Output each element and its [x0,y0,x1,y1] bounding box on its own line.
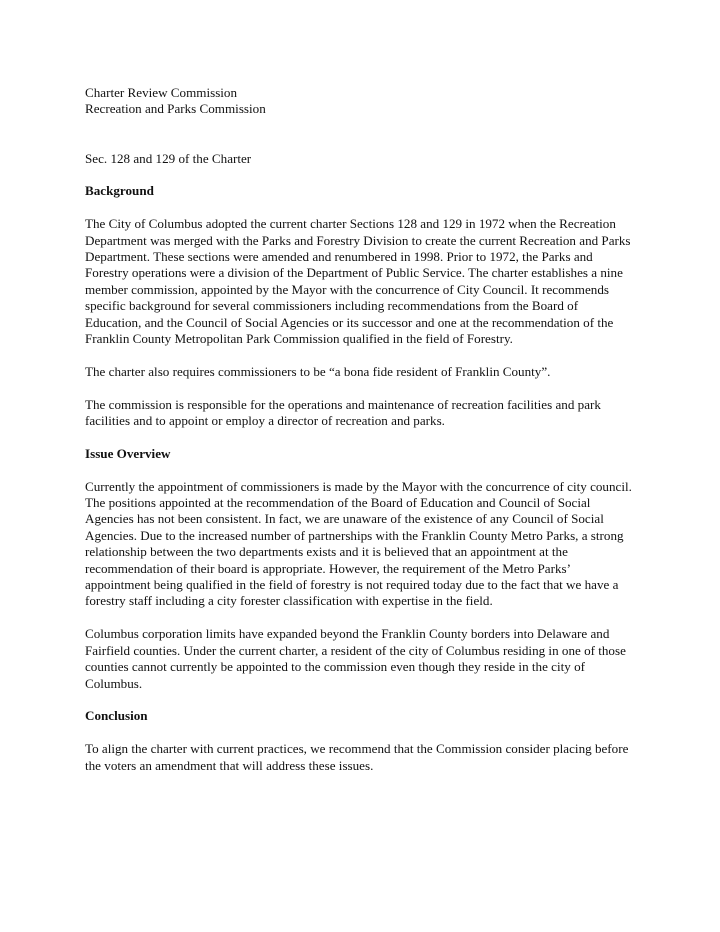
background-paragraph-2: The charter also requires commissioners to be “a bona fide resident of Franklin County”. [85,363,551,379]
background-paragraph-1: The City of Columbus adopted the current charter Sections 128 and 129 in 1972 when the Recreation Department was merged with the Parks and Forestry Division to create the current Recreation and Parks Department. These sections were amended and renumbered in 1998. Prior to 1972, the Parks and Forestry operations were a division of the Department of Public Service. The charter establishes a nine member commission, appointed by the Mayor with the concurrence of City Council. It recommends specific background for several commissioners including recommendations from the Board of Education, and the Council of Social Agencies or its successor and one at the recommendation of the Franklin County Metropolitan Park Commission qualified in the field of Forestry. [85,216,631,347]
header-line-1: Charter Review Commission [85,85,238,100]
conclusion-heading: Conclusion [85,708,148,724]
issue-overview-paragraph-2: Columbus corporation limits have expanded beyond the Franklin County borders into Delaware and Fairfield counties. Under the current charter, a resident of the city of Columbus residing in one of those counties cannot currently be appointed to the commission even though they reside in the city of Columbus. [85,626,626,691]
conclusion-paragraph: To align the charter with current practices, we recommend that the Commission consider placing before the voters an amendment that will address these issues. [85,741,629,773]
section-reference: Sec. 128 and 129 of the Charter [85,150,252,166]
background-heading: Background [85,183,154,199]
background-paragraph-3: The commission is responsible for the operations and maintenance of recreation facilities and park facilities and to appoint or employ a director of recreation and parks. [85,396,601,429]
document-page [85,85,637,774]
header-line-2: Recreation and Parks Commission [85,101,266,117]
issue-overview-paragraph-1: Currently the appointment of commissioners is made by the Mayor with the concurrence of city council. The positions appointed at the recommendation of the Board of Education and Council of Social Agencies has not been consistent. In fact, we are unaware of the existence of any Council of Social Agencies. Due to the increased number of partnerships with the Franklin County Metro Parks, a strong relationship between the two departments exists and it is believed that an appointment at the recommendation of their board is appropriate. However, the requirement of the Metro Parks’ appointment being qualified in the field of forestry is not required today due to the fact that we have a forestry staff including a city forester classification with expertise in the field. [85,478,632,609]
issue-overview-heading: Issue Overview [85,445,171,461]
